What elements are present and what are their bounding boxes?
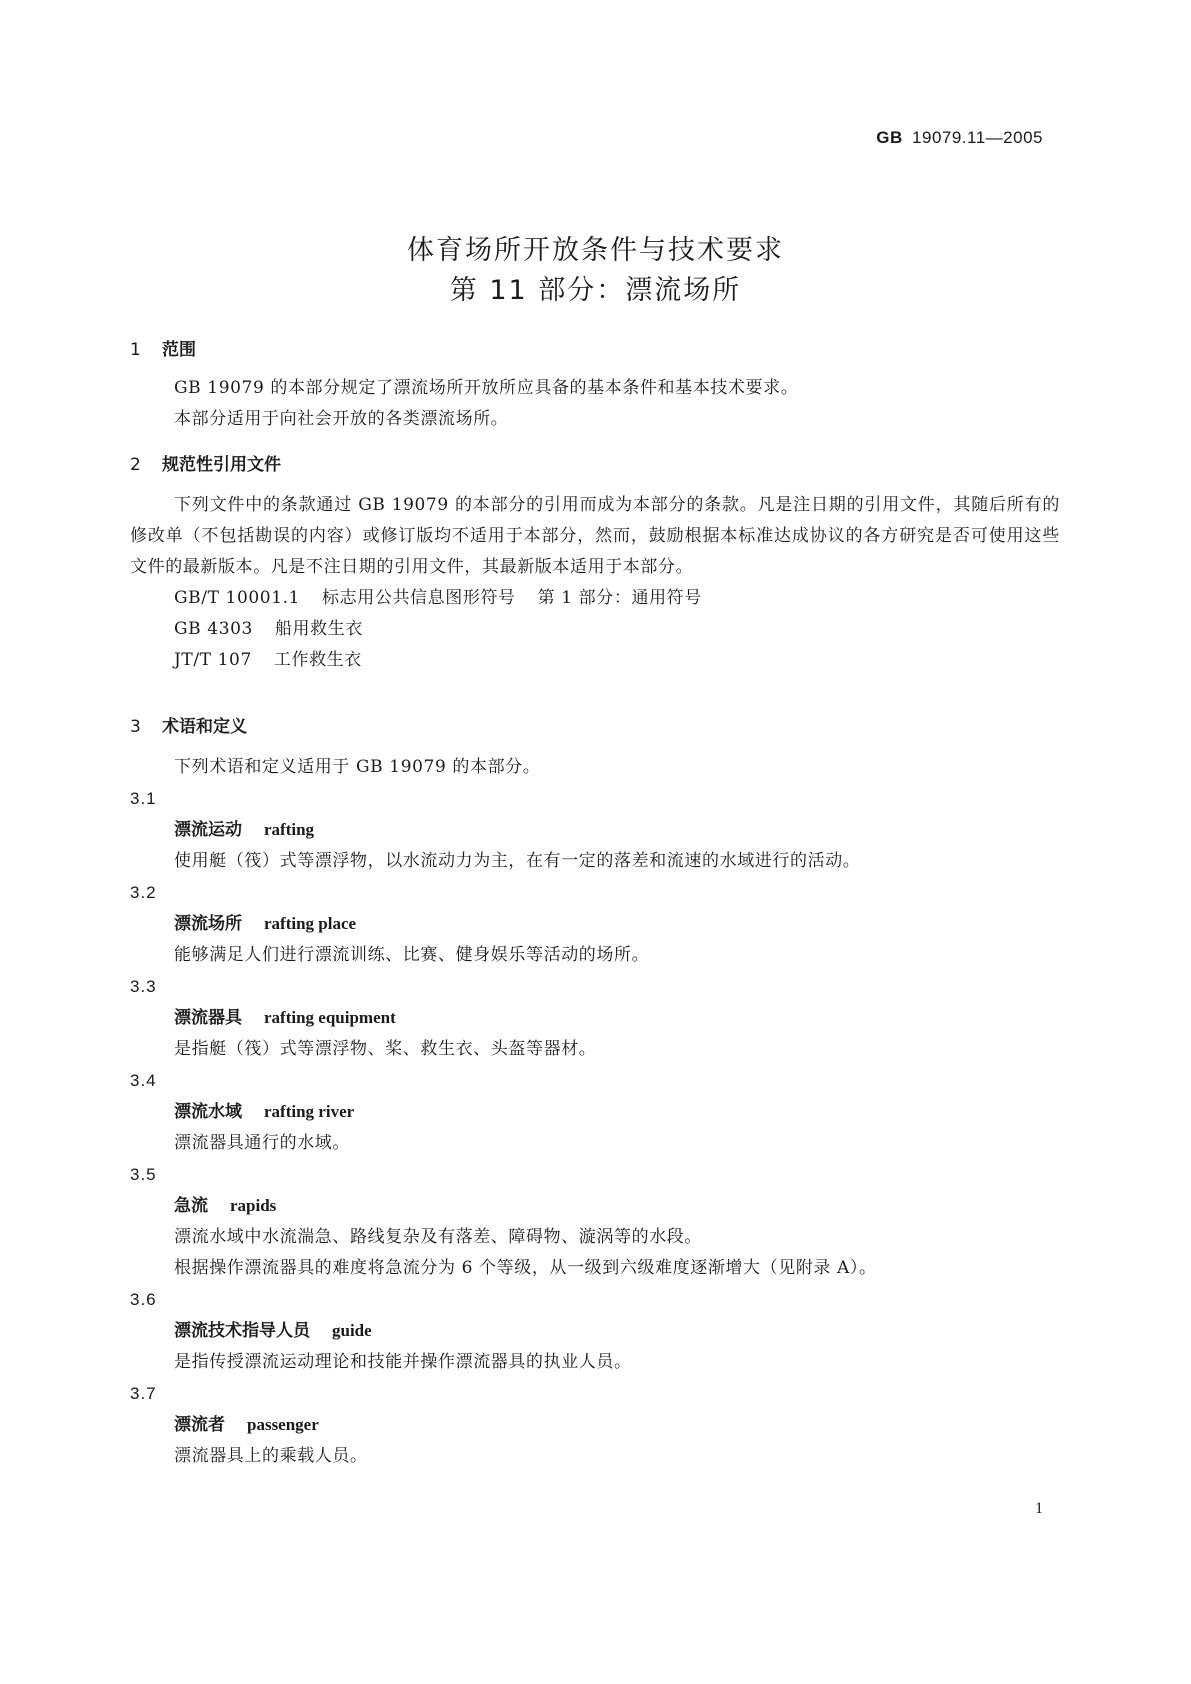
term-number: 3.3 xyxy=(130,977,157,996)
term-en: passenger xyxy=(247,1415,319,1434)
section-number: 3 xyxy=(130,717,141,737)
term-definition: 漂流水域中水流湍急、路线复杂及有落差、障碍物、漩涡等的水段。 xyxy=(174,1227,702,1247)
term-zh: 漂流水域 xyxy=(174,1102,242,1122)
document-subtitle: 第 11 部分：漂流场所 xyxy=(449,275,742,306)
section-title: 范围 xyxy=(162,340,196,360)
paragraph: 下列文件中的条款通过 GB 19079 的本部分的引用而成为本部分的条款。凡是注日期的引用文件，其随后所有的修改单（不包括勘误的内容）或修订版均不适用于本部分，然而，鼓励根据本标准达成协议的各方研究是否可使用这些文件的最新版本。凡是不注日期的引用文件，其最新版本适用于本部分。 xyxy=(130,495,1060,577)
term-en: guide xyxy=(332,1321,372,1340)
term-number: 3.1 xyxy=(130,789,157,808)
term-entry xyxy=(130,971,1060,1065)
section-number: 2 xyxy=(130,455,141,475)
reference-extra: 第 1 部分：通用符号 xyxy=(537,588,702,608)
reference-code: JT/T 107 xyxy=(174,650,252,670)
page-number: 1 xyxy=(1035,1500,1043,1517)
term-en: rapids xyxy=(230,1196,277,1215)
term-definition: 漂流器具通行的水域。 xyxy=(174,1133,350,1153)
term-definition: 根据操作漂流器具的难度将急流分为 6 个等级，从一级到六级难度逐渐增大（见附录 A）。 xyxy=(174,1258,877,1278)
term-zh: 漂流运动 xyxy=(174,820,242,840)
term-zh: 漂流器具 xyxy=(174,1008,242,1028)
section-normative-references xyxy=(130,450,1060,676)
term-name xyxy=(130,1002,1060,1034)
term-name xyxy=(130,908,1060,940)
section-scope xyxy=(130,335,1060,435)
term-number: 3.6 xyxy=(130,1290,157,1309)
section-heading xyxy=(130,335,1060,365)
term-number: 3.4 xyxy=(130,1071,157,1090)
term-number: 3.7 xyxy=(130,1384,157,1403)
reference-title: 船用救生衣 xyxy=(274,619,363,639)
term-entry xyxy=(130,1159,1060,1284)
reference-title: 标志用公共信息图形符号 xyxy=(322,588,516,608)
term-name xyxy=(130,1190,1060,1222)
section-title: 术语和定义 xyxy=(162,717,247,737)
term-definition: 使用艇（筏）式等漂浮物，以水流动力为主，在有一定的落差和流速的水域进行的活动。 xyxy=(174,851,861,871)
term-entry xyxy=(130,877,1060,971)
section-heading xyxy=(130,712,1060,742)
term-definition: 是指艇（筏）式等漂浮物、桨、救生衣、头盔等器材。 xyxy=(174,1039,597,1059)
term-number: 3.5 xyxy=(130,1165,157,1184)
term-entry xyxy=(130,1284,1060,1378)
standard-prefix: GB xyxy=(876,128,903,147)
document-title: 体育场所开放条件与技术要求 xyxy=(407,235,784,266)
term-en: rafting equipment xyxy=(264,1008,396,1027)
section-terms-definitions xyxy=(130,712,1060,1472)
term-entry xyxy=(130,783,1060,877)
term-name xyxy=(130,814,1060,846)
reference-item xyxy=(130,583,1060,614)
term-en: rafting place xyxy=(264,914,357,933)
standard-code xyxy=(876,128,1043,148)
term-en: rafting xyxy=(264,820,315,839)
term-definition: 能够满足人们进行漂流训练、比赛、健身娱乐等活动的场所。 xyxy=(174,945,650,965)
term-name xyxy=(130,1096,1060,1128)
term-zh: 急流 xyxy=(174,1196,208,1216)
section-number: 1 xyxy=(130,340,141,360)
reference-code: GB/T 10001.1 xyxy=(174,588,301,608)
section-title: 规范性引用文件 xyxy=(162,455,281,475)
term-number: 3.2 xyxy=(130,883,157,902)
paragraph: 本部分适用于向社会开放的各类漂流场所。 xyxy=(174,409,509,429)
reference-item xyxy=(130,645,1060,676)
term-entry xyxy=(130,1378,1060,1472)
term-name xyxy=(130,1315,1060,1347)
term-definition: 漂流器具上的乘载人员。 xyxy=(174,1446,368,1466)
term-zh: 漂流技术指导人员 xyxy=(174,1321,310,1341)
standard-number: 19079.11—2005 xyxy=(912,128,1043,147)
term-en: rafting river xyxy=(264,1102,355,1121)
reference-item xyxy=(130,614,1060,645)
reference-title: 工作救生衣 xyxy=(273,650,362,670)
paragraph: GB 19079 的本部分规定了漂流场所开放所应具备的基本条件和基本技术要求。 xyxy=(174,378,799,398)
reference-code: GB 4303 xyxy=(174,619,253,639)
term-zh: 漂流者 xyxy=(174,1415,225,1435)
paragraph: 下列术语和定义适用于 GB 19079 的本部分。 xyxy=(174,757,541,777)
term-name xyxy=(130,1409,1060,1441)
section-heading xyxy=(130,450,1060,480)
term-entry xyxy=(130,1065,1060,1159)
term-definition: 是指传授漂流运动理论和技能并操作漂流器具的执业人员。 xyxy=(174,1352,632,1372)
term-zh: 漂流场所 xyxy=(174,914,242,934)
